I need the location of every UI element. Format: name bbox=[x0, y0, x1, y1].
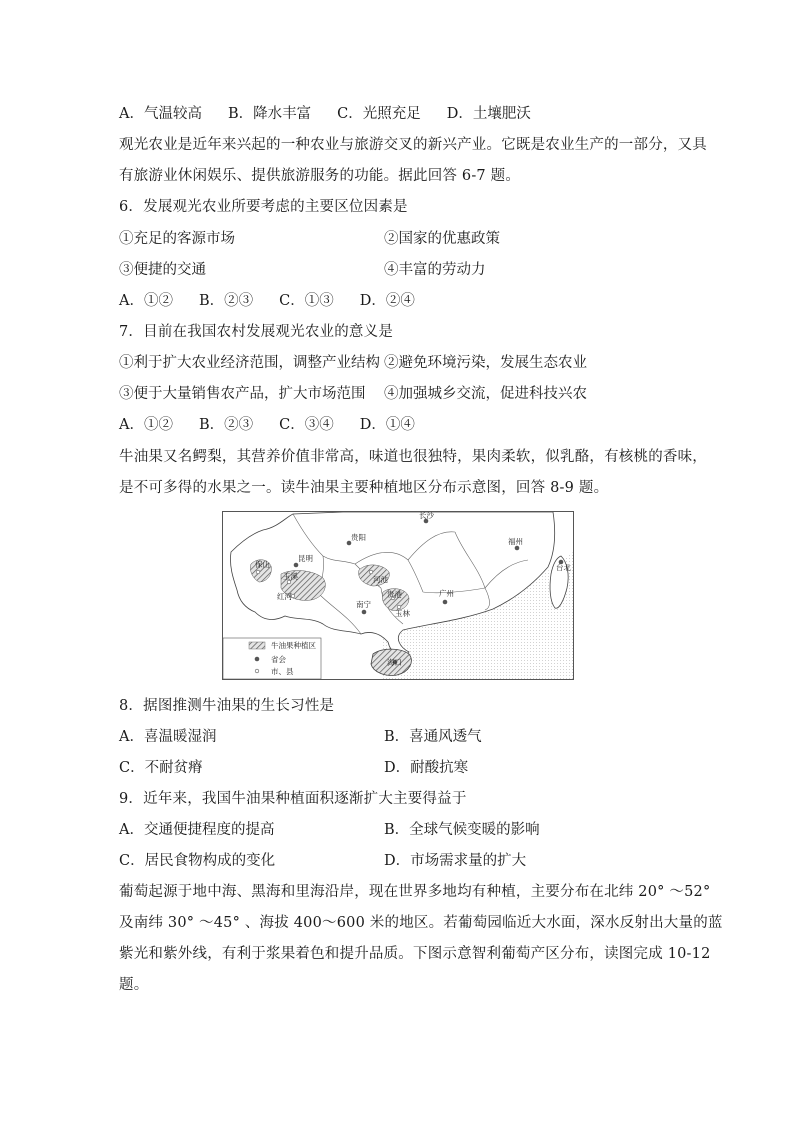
city-label-hechi: 河池 bbox=[373, 575, 388, 584]
intro-10-12-line3: 紫光和紫外线，有利于浆果着色和提升品质。下图示意智利葡萄产区分布，读图完成 10-12 bbox=[119, 946, 711, 962]
q7-item-1: ①利于扩大农业经济范围，调整产业结构 bbox=[119, 355, 380, 371]
city-label-yulin: 玉林 bbox=[395, 609, 410, 618]
avocado-distribution-map bbox=[222, 511, 574, 680]
city-label-nanning: 南宁 bbox=[356, 600, 371, 609]
q6-option-b: B．②③ bbox=[198, 293, 254, 309]
intro-6-7-line1: 观光农业是近年来兴起的一种农业与旅游交叉的新兴产业。它既是农业生产的一部分，又具 bbox=[119, 137, 707, 153]
q6-item-4: ④丰富的劳动力 bbox=[384, 262, 486, 278]
city-label-guangzhou: 广州 bbox=[439, 589, 454, 598]
q5-options bbox=[119, 104, 557, 124]
q7-option-d: D．①④ bbox=[359, 417, 415, 433]
legend-capital-label: 省会 bbox=[271, 655, 286, 664]
intro-6-7-line2: 有旅游业休闲娱乐、提供旅游服务的功能。据此回答 6-7 题。 bbox=[119, 168, 521, 184]
q7-item-3: ③便于大量销售农产品，扩大市场范围 bbox=[119, 386, 366, 402]
q8-stem: 8．据图推测牛油果的生长习性是 bbox=[119, 698, 335, 714]
city-label-guiyang: 贵阳 bbox=[351, 533, 366, 542]
q7-item-4: ④加强城乡交流，促进科技兴农 bbox=[384, 386, 587, 402]
q7-stem: 7．目前在我国农村发展观光农业的意义是 bbox=[119, 324, 394, 340]
map-svg bbox=[223, 512, 573, 679]
q7-options bbox=[119, 415, 441, 435]
q7-item-2: ②避免环境污染，发展生态农业 bbox=[384, 355, 587, 371]
legend-area-label: 牛油果种植区 bbox=[271, 641, 316, 650]
city-label-taibei: 台北 bbox=[556, 563, 571, 572]
q9-stem: 9．近年来，我国牛油果种植面积逐渐扩大主要得益于 bbox=[119, 791, 467, 807]
q7-option-b: B．②③ bbox=[198, 417, 254, 433]
intro-10-12-line4: 题。 bbox=[119, 977, 149, 993]
q6-option-d: D．②④ bbox=[359, 293, 415, 309]
q6-option-a: A．①② bbox=[119, 293, 173, 309]
city-label-fuzhou: 福州 bbox=[508, 537, 523, 546]
city-label-kunming: 昆明 bbox=[298, 554, 313, 563]
q6-stem: 6．发展观光农业所要考虑的主要区位因素是 bbox=[119, 199, 408, 215]
city-label-honghe: 红河 bbox=[277, 592, 292, 601]
q5-option-a: A．气温较高 bbox=[119, 106, 202, 122]
q7-option-c: C．③④ bbox=[279, 417, 334, 433]
legend-capital-symbol bbox=[255, 657, 260, 662]
city-label-guigang: 贵港 bbox=[387, 590, 402, 599]
q8-option-d: D．耐酸抗寒 bbox=[384, 760, 469, 776]
q7-option-a: A．①② bbox=[119, 417, 173, 433]
q6-item-2: ②国家的优惠政策 bbox=[384, 231, 500, 247]
city-label-yuxi: 玉溪 bbox=[283, 572, 298, 581]
q9-option-d: D．市场需求量的扩大 bbox=[384, 853, 527, 869]
city-label-haikou: 海口 bbox=[387, 658, 402, 667]
legend-area-swatch bbox=[249, 642, 265, 649]
q5-option-d: D．土壤肥沃 bbox=[446, 106, 531, 122]
city-label-baoshan: 保山 bbox=[255, 560, 270, 569]
q8-option-a: A．喜温暖湿润 bbox=[119, 729, 217, 745]
q5-option-c: C．光照充足 bbox=[337, 106, 421, 122]
q6-options bbox=[119, 291, 441, 311]
city-label-changsha: 长沙 bbox=[419, 512, 434, 520]
q6-item-3: ③便捷的交通 bbox=[119, 262, 206, 278]
intro-10-12-line2: 及南纬 30° ～45° 、海拔 400～600 米的地区。若葡萄园临近大水面，深水反射出大量的蓝 bbox=[119, 915, 723, 931]
q9-option-a: A．交通便捷程度的提高 bbox=[119, 822, 275, 838]
intro-8-9-line1: 牛油果又名鳄梨，其营养价值非常高，味道也很独特，果肉柔软，似乳酪，有核桃的香味， bbox=[119, 449, 707, 465]
map-legend bbox=[223, 638, 321, 679]
intro-10-12-line1: 葡萄起源于地中海、黑海和里海沿岸，现在世界多地均有种植，主要分布在北纬 20° ～52° bbox=[119, 884, 711, 900]
q8-option-b: B．喜通风透气 bbox=[384, 729, 482, 745]
legend-city-symbol bbox=[255, 669, 259, 673]
q9-option-b: B．全球气候变暖的影响 bbox=[384, 822, 540, 838]
q9-option-c: C．居民食物构成的变化 bbox=[119, 853, 276, 869]
q8-option-c: C．不耐贫瘠 bbox=[119, 760, 203, 776]
intro-8-9-line2: 是不可多得的水果之一。读牛油果主要种植地区分布示意图，回答 8-9 题。 bbox=[119, 480, 609, 496]
q6-option-c: C．①③ bbox=[279, 293, 334, 309]
q6-item-1: ①充足的客源市场 bbox=[119, 231, 235, 247]
q5-option-b: B．降水丰富 bbox=[227, 106, 312, 122]
legend-city-label: 市、县 bbox=[271, 667, 294, 676]
